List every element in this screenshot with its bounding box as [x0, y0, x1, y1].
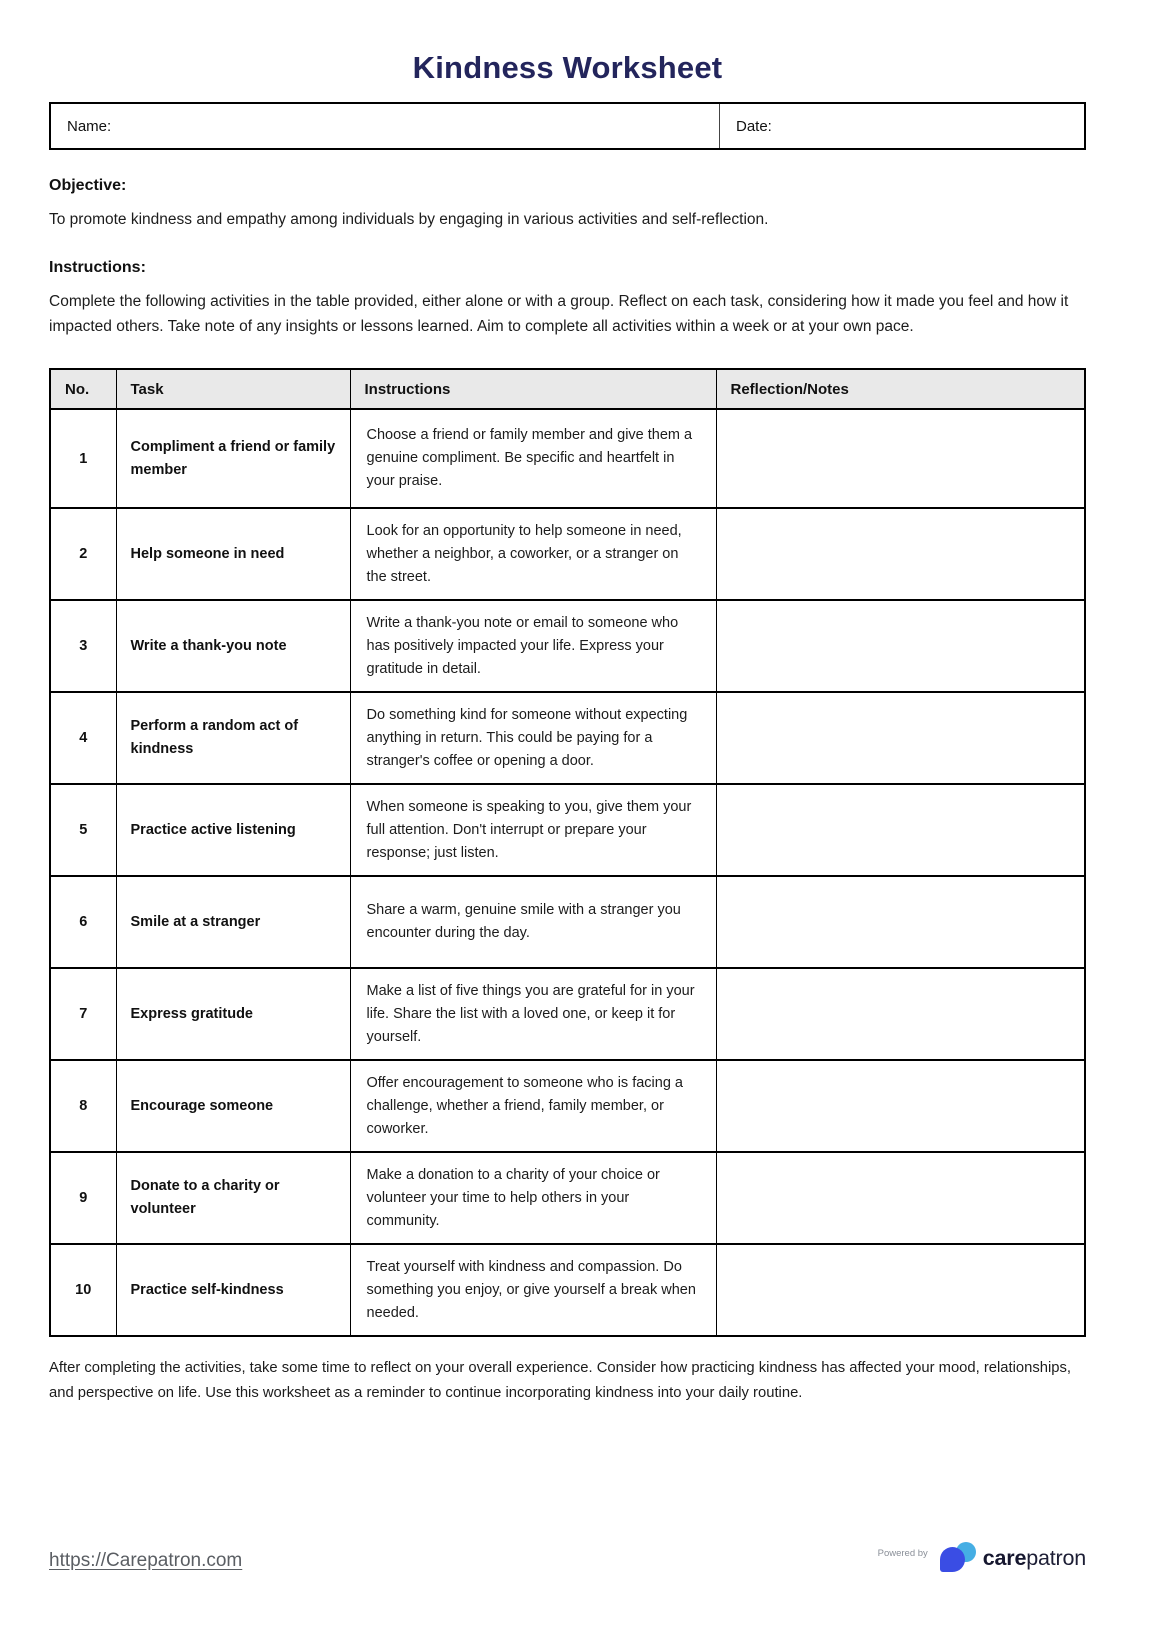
- table-row: [50, 1244, 1085, 1336]
- brand-wordmark: [983, 1546, 1086, 1571]
- reflection-cell[interactable]: [716, 600, 1085, 692]
- name-label: Name:: [67, 117, 112, 135]
- task-cell: Perform a random act of kindness: [116, 692, 350, 784]
- instructions-cell: Offer encouragement to someone who is facing a challenge, whether a friend, family member, or coworker.: [350, 1060, 716, 1152]
- carepatron-logo-icon: [940, 1542, 976, 1575]
- table-row: [50, 968, 1085, 1060]
- reflection-cell[interactable]: [716, 409, 1085, 508]
- instructions-cell: Do something kind for someone without expecting anything in return. This could be paying for a stranger's coffee or opening a door.: [350, 692, 716, 784]
- table-row: [50, 784, 1085, 876]
- brand-wordmark-patron: patron: [1026, 1546, 1086, 1570]
- instructions-cell: When someone is speaking to you, give them your full attention. Don't interrupt or prepare your response; just listen.: [350, 784, 716, 876]
- row-number: 7: [50, 968, 116, 1060]
- task-cell: Write a thank-you note: [116, 600, 350, 692]
- table-row: [50, 409, 1085, 508]
- instructions-cell: Write a thank-you note or email to someone who has positively impacted your life. Express your gratitude in detail.: [350, 600, 716, 692]
- row-number: 6: [50, 876, 116, 968]
- reflection-cell[interactable]: [716, 1152, 1085, 1244]
- reflection-cell[interactable]: [716, 1060, 1085, 1152]
- table-row: [50, 876, 1085, 968]
- table-row: [50, 508, 1085, 600]
- row-number: 1: [50, 409, 116, 508]
- header-instructions: Instructions: [350, 369, 716, 409]
- table-row: [50, 1060, 1085, 1152]
- objective-text: To promote kindness and empathy among individuals by engaging in various activities and self-reflection.: [49, 211, 769, 228]
- instructions-cell: Make a donation to a charity of your choice or volunteer your time to help others in your community.: [350, 1152, 716, 1244]
- carepatron-link[interactable]: https://Carepatron.com: [49, 1550, 243, 1571]
- carepatron-brand: [878, 1542, 1086, 1575]
- instructions-heading: Instructions:: [49, 259, 146, 276]
- table-header-row: [50, 369, 1085, 409]
- logo-bubble-dark-icon: [940, 1547, 965, 1572]
- task-cell: Compliment a friend or family member: [116, 409, 350, 508]
- header-reflection: Reflection/Notes: [716, 369, 1085, 409]
- powered-by-label: Powered by: [877, 1548, 928, 1559]
- reflection-cell[interactable]: [716, 968, 1085, 1060]
- instructions-text: Complete the following activities in the table provided, either alone or with a group. Reflect on each task, considering how it made you feel and how it impacted others. Take note of any insights or lessons learned. Aim to complete all activities within a week or at your own pace.: [49, 293, 1069, 335]
- instructions-cell: Choose a friend or family member and give them a genuine compliment. Be specific and heartfelt in your praise.: [350, 409, 716, 508]
- brand-wordmark-care: care: [982, 1546, 1027, 1570]
- date-field[interactable]: [720, 104, 1084, 148]
- name-date-box: [49, 102, 1086, 150]
- task-cell: Smile at a stranger: [116, 876, 350, 968]
- reflection-cell[interactable]: [716, 784, 1085, 876]
- row-number: 3: [50, 600, 116, 692]
- task-cell: Express gratitude: [116, 968, 350, 1060]
- row-number: 5: [50, 784, 116, 876]
- row-number: 4: [50, 692, 116, 784]
- table-row: [50, 1152, 1085, 1244]
- reflection-cell[interactable]: [716, 1244, 1085, 1336]
- page-title: Kindness Worksheet: [412, 50, 723, 85]
- row-number: 9: [50, 1152, 116, 1244]
- header-no: No.: [50, 369, 116, 409]
- instructions-cell: Treat yourself with kindness and compassion. Do something you enjoy, or give yourself a break when needed.: [350, 1244, 716, 1336]
- activities-table: [49, 368, 1086, 1337]
- task-cell: Practice self-kindness: [116, 1244, 350, 1336]
- table-row: [50, 600, 1085, 692]
- instructions-cell: Make a list of five things you are grateful for in your life. Share the list with a loved one, or keep it for yourself.: [350, 968, 716, 1060]
- instructions-cell: Look for an opportunity to help someone in need, whether a neighbor, a coworker, or a stranger on the street.: [350, 508, 716, 600]
- header-task: Task: [116, 369, 350, 409]
- objective-heading: Objective:: [49, 177, 127, 194]
- row-number: 8: [50, 1060, 116, 1152]
- task-cell: Encourage someone: [116, 1060, 350, 1152]
- reflection-cell[interactable]: [716, 508, 1085, 600]
- task-cell: Help someone in need: [116, 508, 350, 600]
- row-number: 2: [50, 508, 116, 600]
- reflection-cell[interactable]: [716, 876, 1085, 968]
- date-label: Date:: [736, 117, 772, 135]
- name-field[interactable]: [51, 104, 720, 148]
- instructions-cell: Share a warm, genuine smile with a stranger you encounter during the day.: [350, 876, 716, 968]
- closing-text: After completing the activities, take some time to reflect on your overall experience. Consider how practicing kindness has affected your mood, relationships, and perspective on life. Use this worksheet as a reminder to continue incorporating kindness into your daily routine.: [49, 1360, 1072, 1401]
- reflection-cell[interactable]: [716, 692, 1085, 784]
- task-cell: Practice active listening: [116, 784, 350, 876]
- table-row: [50, 692, 1085, 784]
- row-number: 10: [50, 1244, 116, 1336]
- task-cell: Donate to a charity or volunteer: [116, 1152, 350, 1244]
